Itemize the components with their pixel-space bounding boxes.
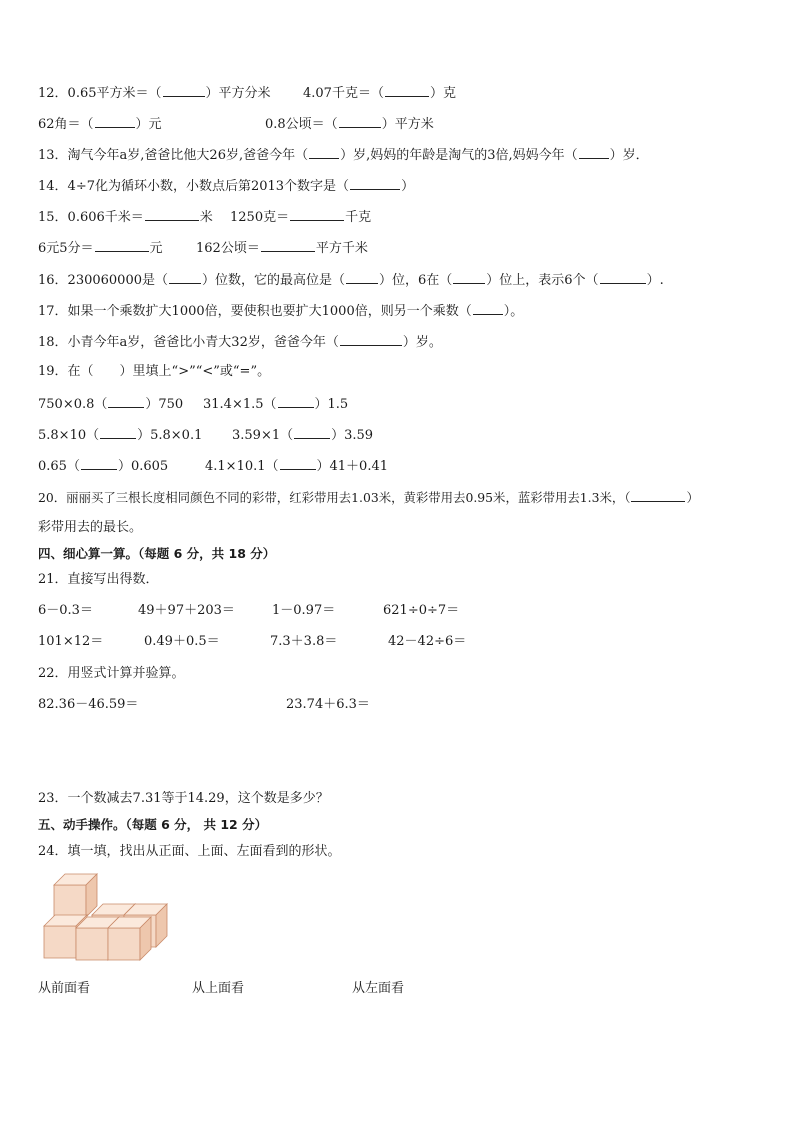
answer-blank[interactable]: [278, 394, 314, 408]
answer-blank[interactable]: [108, 394, 144, 408]
question-21-title: 21．直接写出得数．: [38, 572, 159, 587]
answer-blank[interactable]: [339, 114, 381, 128]
answer-blank[interactable]: [261, 238, 315, 252]
answer-blank[interactable]: [81, 456, 117, 470]
answer-blank[interactable]: [309, 145, 339, 159]
question-15-line2: 6元5分＝ 元 162公顷＝ 平方千米: [38, 238, 163, 258]
calc-item: 42－42÷6＝: [388, 634, 467, 649]
answer-blank[interactable]: [280, 456, 316, 470]
question-18: 18．小青今年a岁，爸爸比小青大32岁，爸爸今年（ ）岁。: [38, 332, 442, 352]
calc-item: 23.74＋6.3＝: [286, 697, 370, 712]
question-13: 13．淘气今年a岁,爸爸比他大26岁,爸爸今年（ ）岁,妈妈的年龄是淘气的3倍,妈妈今年（ ）岁．: [38, 145, 649, 165]
answer-blank[interactable]: [600, 270, 646, 284]
answer-blank[interactable]: [473, 301, 503, 315]
question-12-part-d: 0.8公顷＝（ ）平方米: [265, 114, 434, 134]
answer-blank[interactable]: [346, 270, 378, 284]
calc-item: 82.36－46.59＝: [38, 697, 139, 712]
question-20-line2: 彩带用去的最长。: [38, 520, 143, 535]
answer-blank[interactable]: [579, 145, 609, 159]
question-23: 23．一个数减去7.31等于14.29，这个数是多少？: [38, 791, 329, 806]
answer-blank[interactable]: [340, 332, 402, 346]
answer-blank[interactable]: [145, 207, 199, 221]
answer-blank[interactable]: [95, 238, 149, 252]
calc-item: 6－0.3＝: [38, 603, 93, 618]
answer-blank[interactable]: [169, 270, 201, 284]
cube-top-stack: [54, 874, 97, 917]
calc-item: 7.3＋3.8＝: [270, 634, 338, 649]
section-4-heading: 四、细心算一算。（每题 6 分，共 18 分）: [38, 546, 276, 561]
question-24-title: 24．填一填，找出从正面、上面、左面看到的形状。: [38, 844, 341, 859]
answer-blank[interactable]: [294, 425, 330, 439]
question-15-part-b: 1250克＝ 千克: [230, 207, 371, 227]
view-label-top: 从上面看: [192, 981, 245, 996]
question-19-row3-b: 4.1×10.1（ ）41＋0.41: [205, 456, 388, 476]
view-label-left: 从左面看: [352, 981, 405, 996]
answer-blank[interactable]: [163, 83, 205, 97]
answer-blank[interactable]: [290, 207, 344, 221]
question-19-row1: 750×0.8（ ）750 31.4×1.5（ ）1.5: [38, 394, 183, 414]
cube-front-3: [108, 917, 151, 960]
calc-item: 621÷0÷7＝: [383, 603, 460, 618]
answer-blank[interactable]: [631, 488, 685, 502]
question-19-title: 19．在（ ）里填上“>”“<”或“=”。: [38, 364, 271, 379]
calc-item: 0.49＋0.5＝: [144, 634, 220, 649]
question-22-title: 22．用竖式计算并验算。: [38, 666, 185, 681]
question-16: 16．230060000是（ ）位数，它的最高位是（ ）位，6在（ ）位上，表示6个（ ）.: [38, 270, 664, 290]
calc-item: 101×12＝: [38, 634, 104, 649]
question-19-row3: 0.65（ ）0.605 4.1×10.1（ ）41＋0.41: [38, 456, 168, 476]
question-15-part-d: 162公顷＝ 平方千米: [196, 238, 368, 258]
calc-item: 1－0.97＝: [272, 603, 336, 618]
question-20-line1: 20．丽丽买了三根长度相同颜色不同的彩带，红彩带用去1.03米，黄彩带用去0.95米，蓝彩带用去1.3米，（ ）: [38, 490, 699, 505]
answer-blank[interactable]: [453, 270, 485, 284]
answer-blank[interactable]: [95, 114, 135, 128]
question-12-line1: 12．0.65平方米＝（ ）平方分米 4.07千克＝（ ）克: [38, 83, 271, 103]
cube-stack-figure: [40, 870, 172, 962]
question-14: 14．4÷7化为循环小数，小数点后第2013个数字是（ ）: [38, 176, 414, 196]
view-label-front: 从前面看: [38, 981, 91, 996]
question-19-row2-b: 3.59×1（ ）3.59: [232, 425, 373, 445]
section-5-heading: 五、动手操作。（每题 6 分， 共 12 分）: [38, 817, 268, 832]
calc-item: 49＋97＋203＝: [138, 603, 235, 618]
question-12-line2: 62角＝（ ）元 0.8公顷＝（ ）平方米: [38, 114, 162, 134]
question-17: 17．如果一个乘数扩大1000倍，要使积也要扩大1000倍，则另一个乘数（ ）。: [38, 301, 523, 321]
question-19-row2: 5.8×10（ ）5.8×0.1 3.59×1（ ）3.59: [38, 425, 202, 445]
question-12-part-b: 4.07千克＝（ ）克: [303, 83, 456, 103]
question-19-row1-b: 31.4×1.5（ ）1.5: [203, 394, 348, 414]
answer-blank[interactable]: [100, 425, 136, 439]
answer-blank[interactable]: [385, 83, 429, 97]
question-15-line1: 15．0.606千米＝ 米 1250克＝ 千克: [38, 207, 213, 227]
answer-blank[interactable]: [350, 176, 400, 190]
